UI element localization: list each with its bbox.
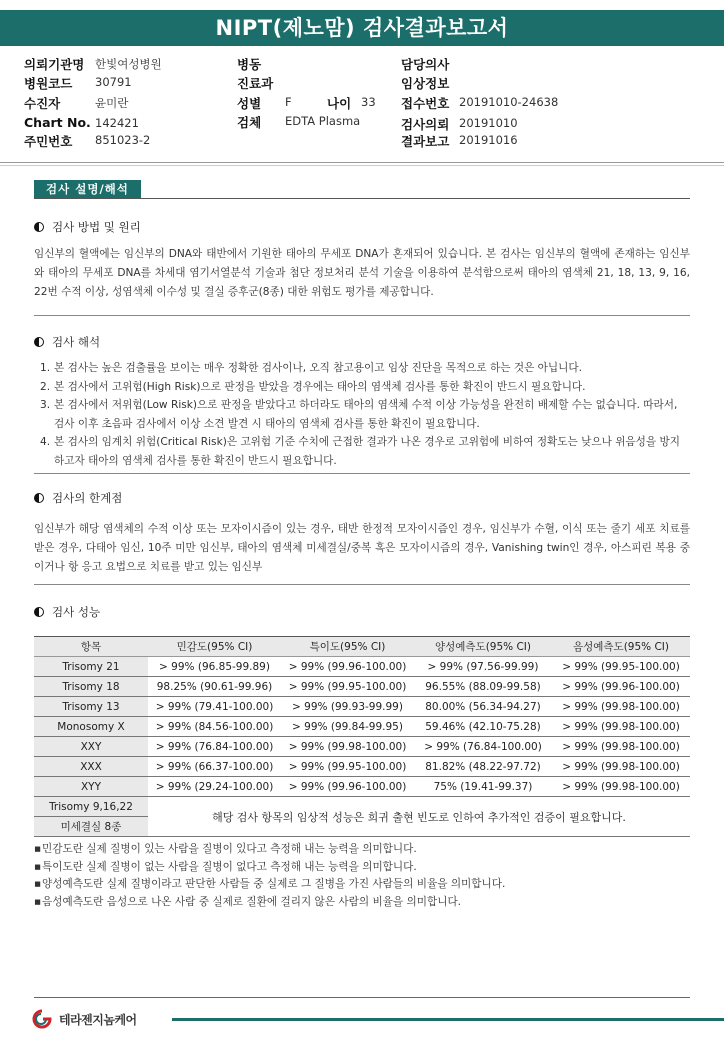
- limitations-divider: [34, 584, 690, 585]
- list-item-number: 3.: [40, 399, 51, 411]
- performance-heading-text: 검사 성능: [52, 605, 101, 619]
- table-cell: 81.82% (48.22-97.72): [414, 757, 552, 777]
- performance-heading: [34, 604, 100, 620]
- table-cell: > 99% (76.84-100.00): [414, 737, 552, 757]
- company-name: 테라젠지놈케어: [59, 1012, 137, 1027]
- list-item: [40, 396, 690, 433]
- table-row: [34, 757, 690, 777]
- performance-table: [34, 636, 690, 837]
- header-divider: [0, 162, 724, 163]
- limitations-text: 임신부가 해당 염색체의 수적 이상 또는 모자이시즘이 있는 경우, 태반 한정적 모자이시즘인 경우, 임신부가 수혈, 이식 또는 줄기 세포 치료를 받은 경우, 다태아 임신, 10주 미만 임신부, 태아의 염색체 미세결실/중복 혹은 모자이시즘의 경우, Vanishing twin인 경우, 아스피린 복용 중이거나 항 응고 요법으로 치료를 받고 있는 임신부: [34, 523, 690, 573]
- header-divider-secondary: [0, 165, 724, 166]
- limitations-heading-text: 검사의 한계점: [52, 491, 123, 505]
- note-text: 양성예측도란 실제 질병이라고 판단한 사람들 중 실제로 그 질병을 가진 사람들의 비율을 의미합니다.: [42, 878, 506, 890]
- logo-icon: [28, 1008, 56, 1030]
- table-cell: > 99% (29.24-100.00): [148, 777, 281, 797]
- hospital-label: 의뢰기관명: [24, 57, 85, 72]
- list-item-number: 1.: [40, 362, 51, 374]
- interpretation-divider: [34, 473, 690, 474]
- list-item-number: 4.: [40, 436, 51, 448]
- table-cell: > 99% (99.84-99.95): [281, 717, 414, 737]
- request-label: 검사의뢰: [401, 117, 450, 132]
- list-item: [40, 433, 690, 470]
- performance-note: 해당 검사 항목의 임상적 성능은 희귀 출현 빈도로 인하여 추가적인 검증이 필요합니다.: [148, 797, 690, 837]
- half-circle-icon: [34, 222, 44, 232]
- table-header-row: [34, 637, 690, 657]
- table-cell: > 99% (99.98-100.00): [552, 717, 690, 737]
- table-cell: > 99% (99.95-100.00): [281, 677, 414, 697]
- list-item-text: 본 검사에서 고위험(High Risk)으로 판정을 받았을 경우에는 태아의 염색체 검사를 통한 확진이 반드시 필요합니다.: [54, 380, 586, 393]
- table-cell: 80.00% (56.34-94.27): [414, 697, 552, 717]
- table-cell: > 99% (99.95-100.00): [281, 757, 414, 777]
- note-text: 음성예측도란 음성으로 나온 사람 중 실제로 질환에 걸리지 않은 사람의 비율을 의미합니다.: [42, 895, 462, 908]
- table-cell: > 99% (99.98-100.00): [281, 737, 414, 757]
- table-cell: > 99% (99.96-100.00): [552, 677, 690, 697]
- table-cell: > 99% (99.98-100.00): [552, 777, 690, 797]
- patient-value: 윤미란: [95, 96, 129, 110]
- doctor-label: 담당의사: [401, 57, 450, 72]
- half-circle-icon: [34, 493, 44, 503]
- result-label: 결과보고: [401, 134, 450, 149]
- list-item-text: 본 검사에서 저위험(Low Risk)으로 판정을 받았다고 하더라도 태아의 염색체 수적 이상 가능성을 완전히 배제할 수는 없습니다. 따라서, 검사 이후 초음파 검사에서 이상 소견 발견 시 태아의 염색체 검사를 통한 확진이 필요합니다.: [54, 399, 678, 430]
- table-cell: > 99% (84.56-100.00): [148, 717, 281, 737]
- table-row: [34, 677, 690, 697]
- column-header: 음성예측도(95% CI): [552, 637, 690, 657]
- row-label: XYY: [34, 777, 148, 797]
- column-header: 양성예측도(95% CI): [414, 637, 552, 657]
- table-cell: > 99% (99.95-100.00): [552, 657, 690, 677]
- list-item: [40, 378, 690, 397]
- row-label: Trisomy 9,16,22: [34, 797, 148, 817]
- clinical-label: 임상정보: [401, 76, 450, 91]
- chart-label: Chart No.: [24, 115, 91, 130]
- table-cell: > 99% (96.85-99.89): [148, 657, 281, 677]
- table-row: [34, 717, 690, 737]
- row-label: XXX: [34, 757, 148, 777]
- result-value: 20191016: [459, 133, 518, 147]
- section-underline: [34, 198, 690, 199]
- table-cell: > 99% (99.98-100.00): [552, 757, 690, 777]
- half-circle-icon: [34, 337, 44, 347]
- list-item: ▪ 민감도란 실제 질병이 있는 사람을 질병이 있다고 측정해 내는 능력을 의미합니다.: [34, 841, 690, 859]
- hospital-value: 한빛여성병원: [95, 57, 162, 71]
- footer-divider: [34, 997, 690, 998]
- list-item-text: 본 검사의 임계치 위험(Critical Risk)은 고위험 기준 수치에 근접한 결과가 나온 경우로 고위험에 비하여 정확도는 낮으나 위음성을 방지하고자 태아의 염색체 검사를 통한 확진이 반드시 필요합니다.: [54, 436, 680, 467]
- table-cell: > 99% (99.98-100.00): [552, 697, 690, 717]
- list-item: ▪ 양성예측도란 실제 질병이라고 판단한 사람들 중 실제로 그 질병을 가진 사람들의 비율을 의미합니다.: [34, 876, 690, 894]
- column-header: 특이도(95% CI): [281, 637, 414, 657]
- table-cell: 98.25% (90.61-99.96): [148, 677, 281, 697]
- table-row: [34, 657, 690, 677]
- id-value: 851023-2: [95, 133, 151, 147]
- table-cell: > 99% (97.56-99.99): [414, 657, 552, 677]
- sex-value: F: [285, 95, 292, 109]
- note-text: 특이도란 실제 질병이 없는 사람을 질병이 없다고 측정해 내는 능력을 의미합니다.: [42, 860, 417, 873]
- chart-value: 142421: [95, 116, 139, 130]
- table-cell: > 99% (66.37-100.00): [148, 757, 281, 777]
- column-header: 민감도(95% CI): [148, 637, 281, 657]
- receipt-label: 접수번호: [401, 96, 450, 111]
- id-label: 주민번호: [24, 134, 73, 149]
- report-title: NIPT(제노맘) 검사결과보고서: [0, 10, 724, 46]
- ward-label: 병동: [237, 57, 262, 72]
- patient-label: 수진자: [24, 96, 61, 111]
- age-value: 33: [361, 95, 376, 109]
- half-circle-icon: [34, 607, 44, 617]
- row-label: Monosomy X: [34, 717, 148, 737]
- table-cell: > 99% (99.96-100.00): [281, 657, 414, 677]
- limitations-heading: [34, 490, 122, 506]
- section-title: 검사 설명/해석: [34, 180, 141, 198]
- row-label: Trisomy 18: [34, 677, 148, 697]
- table-cell: > 99% (79.41-100.00): [148, 697, 281, 717]
- list-item: [40, 359, 690, 378]
- method-divider: [34, 315, 690, 316]
- table-cell: > 99% (99.93-99.99): [281, 697, 414, 717]
- interpretation-heading-text: 검사 해석: [52, 335, 101, 349]
- row-label: 미세결실 8종: [34, 817, 148, 837]
- table-row: [34, 697, 690, 717]
- note-text: 민감도란 실제 질병이 있는 사람을 질병이 있다고 측정해 내는 능력을 의미합니다.: [42, 843, 417, 855]
- specimen-label: 검체: [237, 115, 262, 130]
- list-item-number: 2.: [40, 380, 51, 393]
- receipt-value: 20191010-24638: [459, 95, 559, 109]
- column-header: 항목: [34, 637, 148, 657]
- table-row: [34, 797, 690, 817]
- footer-accent-bar: [172, 1018, 724, 1021]
- table-cell: > 99% (99.96-100.00): [281, 777, 414, 797]
- specimen-value: EDTA Plasma: [285, 114, 361, 128]
- list-item: ▪ 특이도란 실제 질병이 없는 사람을 질병이 없다고 측정해 내는 능력을 의미합니다.: [34, 859, 690, 877]
- method-heading: [34, 219, 141, 235]
- table-cell: 59.46% (42.10-75.28): [414, 717, 552, 737]
- code-value: 30791: [95, 75, 132, 89]
- age-label: 나이: [327, 96, 352, 111]
- sex-label: 성별: [237, 96, 262, 111]
- table-cell: > 99% (76.84-100.00): [148, 737, 281, 757]
- request-value: 20191010: [459, 116, 518, 130]
- interpretation-list: [40, 359, 690, 470]
- method-heading-text: 검사 방법 및 원리: [52, 220, 141, 234]
- row-label: XXY: [34, 737, 148, 757]
- list-item: ▪ 음성예측도란 음성으로 나온 사람 중 실제로 질환에 걸리지 않은 사람의 비율을 의미합니다.: [34, 894, 690, 912]
- table-cell: 96.55% (88.09-99.58): [414, 677, 552, 697]
- method-text: 임신부의 혈액에는 임신부의 DNA와 태반에서 기원한 태아의 무세포 DNA가 혼재되어 있습니다. 본 검사는 임신부의 혈액에 존재하는 임신부와 태아의 무세포 DNA를 차세대 염기서열분석 기술과 첨단 정보처리 분석 기술을 이용하여 분석함으로써 태아의 염색체 21, 18, 13, 9, 16, 22번 수적 이상, 성염색체 이수성 및 결실 증후군(8종) 대한 위험도 평가를 제공합니다.: [34, 248, 690, 298]
- table-row: [34, 777, 690, 797]
- table-row: [34, 737, 690, 757]
- company-logo: [28, 1008, 137, 1030]
- row-label: Trisomy 13: [34, 697, 148, 717]
- row-label: Trisomy 21: [34, 657, 148, 677]
- interpretation-heading: [34, 334, 100, 350]
- code-label: 병원코드: [24, 76, 73, 91]
- definition-notes: [34, 841, 690, 911]
- table-cell: 75% (19.41-99.37): [414, 777, 552, 797]
- dept-label: 진료과: [237, 76, 274, 91]
- table-cell: > 99% (99.98-100.00): [552, 737, 690, 757]
- list-item-text: 본 검사는 높은 검출률을 보이는 매우 정확한 검사이나, 오직 참고용이고 임상 진단을 목적으로 하는 것은 아닙니다.: [54, 362, 582, 374]
